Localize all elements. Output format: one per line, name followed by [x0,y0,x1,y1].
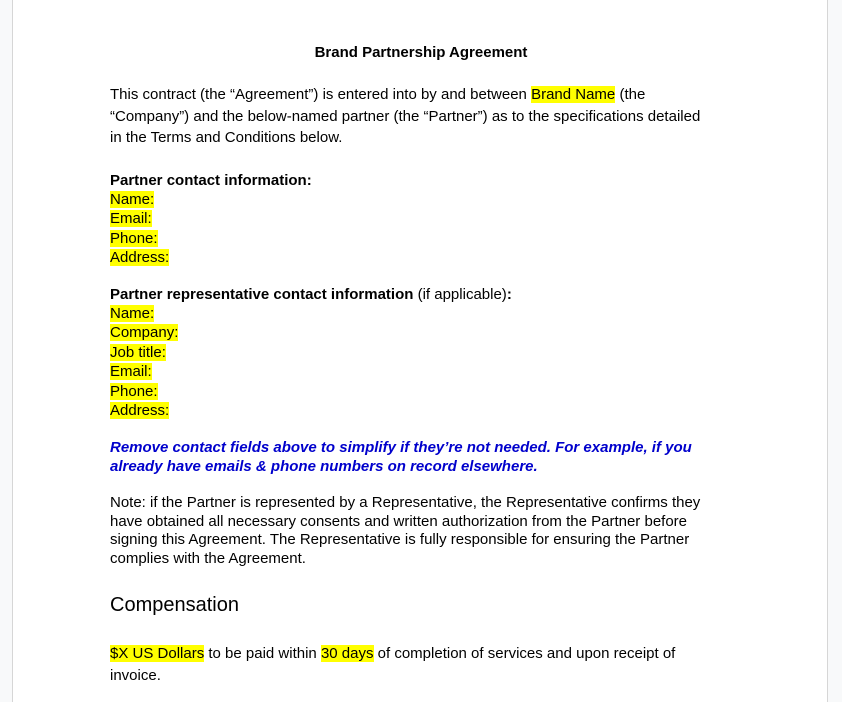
document-title: Brand Partnership Agreement [314,44,528,61]
document-page [12,0,828,702]
days-placeholder: 30 days [320,645,374,662]
partner-contact-fields [110,190,169,268]
rep-address-field: Address: [110,401,170,419]
rep-email-field: Email: [110,363,152,381]
rep-name-field: Name: [110,305,155,322]
partner-name-field: Name: [110,191,155,208]
instruction-note: Remove contact fields above to simplify if they’re not needed. For example, if you already have emails & phone numbers on record elsewhere. [110,439,692,475]
representative-heading-paren: (if applicable) [413,286,507,303]
intro-text-end: (the “Company”) and the below-named partner (the “Partner”) as to the specifications detailed in the Terms and Conditions below. [110,86,701,146]
partner-address-field: Address: [110,249,170,267]
rep-phone-field: Phone: [110,382,158,400]
representative-heading-colon: : [506,286,512,303]
compensation-paragraph [110,643,710,686]
compensation-heading: Compensation [110,594,239,616]
rep-job-title-field: Job title: [110,343,166,361]
compensation-text-2: of completion of services and upon receipt of invoice. [110,645,676,684]
brand-name-placeholder: Brand Name [531,86,616,103]
representative-contact-fields [110,304,178,420]
representative-heading-bold: Partner representative contact information [110,286,414,303]
compensation-text-1: to be paid within [204,645,321,662]
amount-placeholder: $X US Dollars [110,645,205,662]
partner-contact-heading: Partner contact information: [110,172,312,189]
intro-paragraph [110,84,710,149]
representative-note: Note: if the Partner is represented by a Representative, the Representative confirms they have obtained all necessary consents and written authorization from the Partner before signing this Agreement. The Representative is fully responsible for ensuring the Partner complies with the Agreement. [110,494,701,567]
rep-company-field: Company: [110,324,179,342]
partner-email-field: Email: [110,210,152,228]
partner-phone-field: Phone: [110,229,158,247]
intro-text-start: This contract (the “Agreement”) is entered into by and between [110,86,532,103]
representative-contact-heading [110,286,512,304]
